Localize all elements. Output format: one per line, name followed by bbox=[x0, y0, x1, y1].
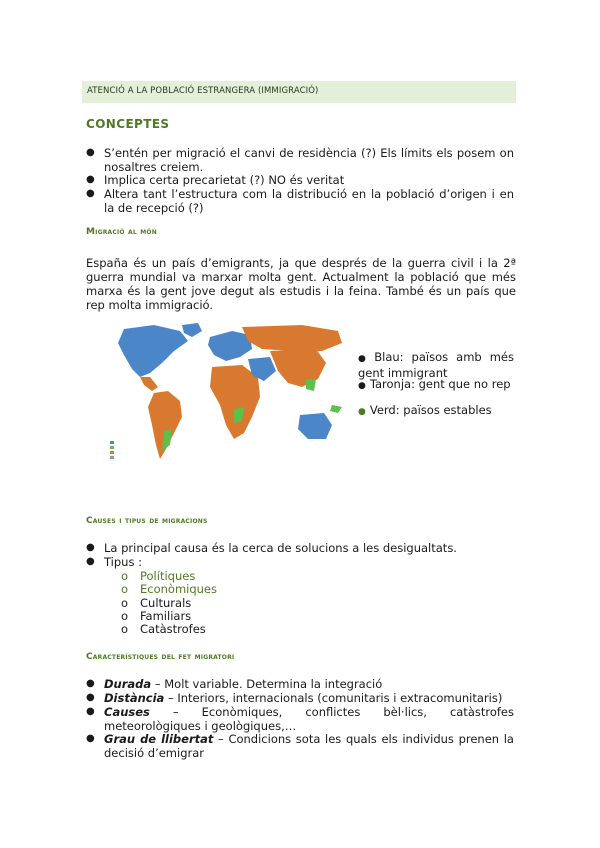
legend-item: ● Verd: països estables bbox=[358, 403, 492, 417]
list-item: ● La principal causa és la cerca de solucions a les desigualtats. bbox=[86, 541, 457, 555]
list-item: ● Distància – Interiors, internacionals (comunitaris i extracomunitaris) bbox=[86, 691, 503, 705]
bullet-icon: ● bbox=[86, 692, 95, 703]
bullet-icon: ● bbox=[358, 354, 371, 364]
map-legend-swatch bbox=[110, 456, 114, 459]
header-bar bbox=[82, 81, 516, 103]
map-legend-swatch bbox=[110, 451, 114, 454]
list-item: ● Grau de llibertat – Condicions sota les quals els individus prenen la decisió d’emigrar bbox=[86, 732, 514, 760]
map-legend-swatch bbox=[110, 446, 114, 449]
sub-list-item: o Econòmiques bbox=[121, 582, 218, 596]
bullet-icon: ● bbox=[86, 188, 95, 199]
list-item: ● Implica certa precarietat (?) NO és veritat bbox=[86, 173, 345, 187]
list-item: ● Altera tant l’estructura com la distribució en la població d’origen i en la de recepció (?) bbox=[86, 187, 514, 215]
map-legend-swatch bbox=[110, 441, 114, 444]
legend-item: ● Taronja: gent que no rep bbox=[358, 377, 511, 391]
bullet-icon: ● bbox=[86, 542, 95, 553]
heading-conceptes: CONCEPTES bbox=[86, 117, 170, 131]
circle-bullet-icon: o bbox=[121, 609, 129, 623]
world-migration-map bbox=[102, 321, 350, 467]
list-item: ● Causes – Econòmiques, conflictes bèl·lics, catàstrofes meteorològiques i geològiques,… bbox=[86, 705, 514, 733]
paragraph-migracio: España és un país d’emigrants, ja que després de la guerra civil i la 2ª guerra mundial va marxar molta gent. Actualment la població que més marxa és la gent jove degut als estudis i la feina. També és un país que rep molta immigració. bbox=[86, 256, 516, 312]
circle-bullet-icon: o bbox=[121, 622, 129, 636]
circle-bullet-icon: o bbox=[121, 569, 129, 583]
bullet-icon: ● bbox=[86, 174, 95, 185]
sub-list-item: o Familiars bbox=[121, 609, 192, 623]
bullet-icon: ● bbox=[86, 706, 95, 717]
sub-list-item: o Catàstrofes bbox=[121, 622, 206, 636]
list-item: ● Tipus : bbox=[86, 555, 142, 569]
legend-item: ● Blau: països amb més gent immigrant bbox=[358, 350, 514, 380]
list-item: ● S’entén per migració el canvi de residència (?) Els límits els posem on nosaltres creiem. bbox=[86, 146, 514, 174]
circle-bullet-icon: o bbox=[121, 596, 129, 610]
bullet-icon: ● bbox=[358, 381, 366, 391]
heading-caracteristiques: Característiques del fet migratori bbox=[86, 652, 235, 662]
bullet-icon: ● bbox=[86, 147, 95, 158]
header-title: ATENCIÓ A LA POBLACIÓ ESTRANGERA (IMMIGRACIÓ) bbox=[87, 86, 319, 96]
circle-bullet-icon: o bbox=[121, 582, 129, 596]
bullet-icon: ● bbox=[86, 733, 95, 744]
bullet-icon: ● bbox=[86, 678, 95, 689]
list-item: ● Durada – Molt variable. Determina la integració bbox=[86, 677, 383, 691]
heading-causes: Causes i tipus de migracions bbox=[86, 516, 208, 526]
bullet-icon: ● bbox=[358, 407, 366, 417]
bullet-icon: ● bbox=[86, 556, 95, 567]
sub-list-item: o Polítiques bbox=[121, 569, 196, 583]
sub-list-item: o Culturals bbox=[121, 596, 192, 610]
heading-migracio: Migració al món bbox=[86, 227, 157, 237]
